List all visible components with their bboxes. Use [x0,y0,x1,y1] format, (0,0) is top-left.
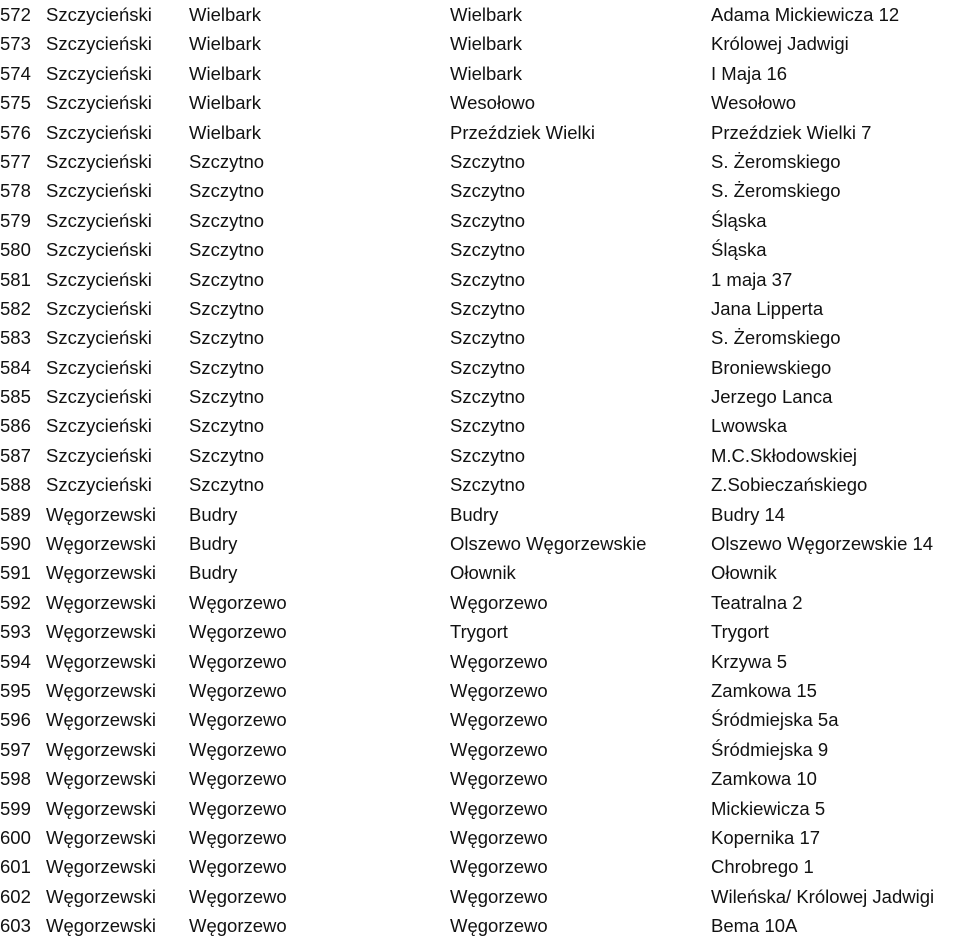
table-row [0,441,960,470]
table-row [0,558,960,587]
table-row [0,235,960,264]
row-number-cell: 572 [0,4,31,25]
address-cell: Śródmiejska 9 [711,738,829,760]
municipality-cell: Szczytno [189,297,265,319]
county-cell: Węgorzewski [46,856,156,878]
table-row [0,764,960,793]
table-row [0,353,960,382]
address-cell: Lwowska [711,415,788,437]
address-cell: Zamkowa 10 [711,768,817,790]
table-row [0,647,960,676]
row-number-cell: 586 [0,415,31,437]
locality-cell: Szczytno [450,268,526,290]
table-row [0,852,960,881]
county-cell: Szczycieński [46,268,152,290]
locality-cell: Wielbark [450,4,522,25]
locality-cell: Ołownik [450,562,516,584]
address-cell: Wileńska/ Królowej Jadwigi [711,885,935,907]
table-row [0,676,960,705]
county-cell: Węgorzewski [46,768,156,790]
locality-cell: Szczytno [450,327,526,349]
address-cell: I Maja 16 [711,62,788,84]
county-cell: Węgorzewski [46,826,156,848]
row-number-cell: 590 [0,533,31,555]
row-number-cell: 591 [0,562,31,584]
row-number-cell: 576 [0,121,31,143]
locality-cell: Szczytno [450,209,526,231]
address-cell: Śródmiejska 5a [711,709,839,731]
locality-cell: Szczytno [450,444,526,466]
county-cell: Węgorzewski [46,738,156,760]
address-cell: Mickiewicza 5 [711,797,826,819]
table-row [0,176,960,205]
county-cell: Szczycieński [46,62,152,84]
municipality-cell: Szczytno [189,180,265,202]
county-cell: Szczycieński [46,209,152,231]
table-row [0,382,960,411]
municipality-cell: Węgorzewo [189,621,287,643]
row-number-cell: 577 [0,150,31,172]
address-cell: Krzywa 5 [711,650,788,672]
municipality-cell: Szczytno [189,386,265,408]
address-cell: Trygort [711,621,769,643]
locality-cell: Szczytno [450,150,526,172]
table-row [0,88,960,117]
row-number-cell: 584 [0,356,31,378]
locality-cell: Węgorzewo [450,768,548,790]
county-cell: Szczycieński [46,444,152,466]
address-cell: Budry 14 [711,503,786,525]
row-number-cell: 581 [0,268,31,290]
table-row [0,323,960,352]
row-number-cell: 573 [0,33,31,55]
row-number-cell: 593 [0,621,31,643]
municipality-cell: Węgorzewo [189,591,287,613]
locality-cell: Węgorzewo [450,738,548,760]
address-cell: Kopernika 17 [711,826,821,848]
county-cell: Węgorzewski [46,503,156,525]
municipality-cell: Budry [189,503,238,525]
row-number-cell: 599 [0,797,31,819]
county-cell: Szczycieński [46,415,152,437]
municipality-cell: Szczytno [189,150,265,172]
municipality-cell: Budry [189,533,238,555]
table-row [0,29,960,58]
row-number-cell: 601 [0,856,31,878]
address-cell: Adama Mickiewicza 12 [711,4,900,25]
locality-cell: Węgorzewo [450,826,548,848]
row-number-cell: 582 [0,297,31,319]
county-cell: Szczycieński [46,386,152,408]
row-number-cell: 585 [0,386,31,408]
table-row [0,882,960,911]
row-number-cell: 575 [0,92,31,114]
address-cell: S. Żeromskiego [711,327,841,349]
locality-cell: Węgorzewo [450,679,548,701]
locality-cell: Wielbark [450,62,522,84]
address-cell: Olszewo Węgorzewskie 14 [711,533,934,555]
address-cell: Z.Sobieczańskiego [711,474,868,496]
row-number-cell: 596 [0,709,31,731]
municipality-cell: Węgorzewo [189,768,287,790]
address-cell: S. Żeromskiego [711,150,841,172]
municipality-cell: Węgorzewo [189,915,287,937]
row-number-cell: 580 [0,239,31,261]
address-cell: Wesołowo [711,92,797,114]
municipality-cell: Wielbark [189,4,261,25]
county-cell: Węgorzewski [46,533,156,555]
locality-cell: Szczytno [450,239,526,261]
table-row [0,294,960,323]
address-cell: Broniewskiego [711,356,832,378]
municipality-cell: Węgorzewo [189,679,287,701]
address-cell: M.C.Skłodowskiej [711,444,857,466]
row-number-cell: 583 [0,327,31,349]
row-number-cell: 602 [0,885,31,907]
municipality-cell: Szczytno [189,444,265,466]
county-cell: Węgorzewski [46,562,156,584]
locality-cell: Szczytno [450,474,526,496]
locality-cell: Węgorzewo [450,856,548,878]
county-cell: Szczycieński [46,239,152,261]
municipality-cell: Węgorzewo [189,885,287,907]
county-cell: Szczycieński [46,356,152,378]
address-cell: Bema 10A [711,915,798,937]
address-cell: Przeździek Wielki 7 [711,121,872,143]
county-cell: Szczycieński [46,4,152,25]
row-number-cell: 598 [0,768,31,790]
locality-cell: Węgorzewo [450,591,548,613]
address-cell: Królowej Jadwigi [711,33,849,55]
municipality-cell: Wielbark [189,121,261,143]
address-cell: Jana Lipperta [711,297,824,319]
row-number-cell: 597 [0,738,31,760]
county-cell: Szczycieński [46,33,152,55]
municipality-cell: Szczytno [189,474,265,496]
locality-cell: Węgorzewo [450,797,548,819]
county-cell: Węgorzewski [46,915,156,937]
table-row [0,265,960,294]
municipality-cell: Węgorzewo [189,826,287,848]
locality-cell: Olszewo Węgorzewskie [450,533,647,555]
row-number-cell: 595 [0,679,31,701]
address-cell: Ołownik [711,562,777,584]
municipality-cell: Szczytno [189,327,265,349]
locality-cell: Szczytno [450,415,526,437]
municipality-cell: Szczytno [189,415,265,437]
address-cell: Chrobrego 1 [711,856,814,878]
table-row [0,206,960,235]
table-row [0,0,960,29]
locality-cell: Szczytno [450,386,526,408]
table-row [0,147,960,176]
table-row [0,588,960,617]
row-number-cell: 592 [0,591,31,613]
locality-cell: Węgorzewo [450,650,548,672]
county-cell: Węgorzewski [46,621,156,643]
row-number-cell: 579 [0,209,31,231]
county-cell: Szczycieński [46,180,152,202]
municipality-cell: Szczytno [189,209,265,231]
county-cell: Szczycieński [46,150,152,172]
locality-cell: Przeździek Wielki [450,121,595,143]
table-row [0,411,960,440]
locality-cell: Węgorzewo [450,915,548,937]
locality-cell: Szczytno [450,356,526,378]
county-cell: Węgorzewski [46,709,156,731]
locality-cell: Szczytno [450,297,526,319]
county-cell: Węgorzewski [46,650,156,672]
row-number-cell: 588 [0,474,31,496]
row-number-cell: 589 [0,503,31,525]
county-cell: Węgorzewski [46,885,156,907]
address-cell: S. Żeromskiego [711,180,841,202]
table-row [0,529,960,558]
county-cell: Węgorzewski [46,797,156,819]
locality-cell: Trygort [450,621,508,643]
table-row [0,59,960,88]
county-cell: Szczycieński [46,327,152,349]
locality-cell: Węgorzewo [450,709,548,731]
table-row [0,118,960,147]
municipality-cell: Budry [189,562,238,584]
municipality-cell: Węgorzewo [189,856,287,878]
table-row [0,823,960,852]
municipality-cell: Węgorzewo [189,650,287,672]
table-row [0,794,960,823]
municipality-cell: Węgorzewo [189,709,287,731]
address-cell: Jerzego Lanca [711,386,833,408]
table-row [0,705,960,734]
table-row [0,911,960,940]
address-cell: Teatralna 2 [711,591,803,613]
locality-cell: Wesołowo [450,92,536,114]
locality-cell: Wielbark [450,33,522,55]
municipality-cell: Szczytno [189,239,265,261]
address-cell: Zamkowa 15 [711,679,817,701]
county-cell: Szczycieński [46,297,152,319]
row-number-cell: 574 [0,62,31,84]
municipality-cell: Szczytno [189,356,265,378]
county-cell: Węgorzewski [46,679,156,701]
municipality-cell: Wielbark [189,92,261,114]
county-cell: Szczycieński [46,121,152,143]
row-number-cell: 587 [0,444,31,466]
row-number-cell: 603 [0,915,31,937]
county-cell: Węgorzewski [46,591,156,613]
row-number-cell: 578 [0,180,31,202]
locality-cell: Węgorzewo [450,885,548,907]
address-cell: 1 maja 37 [711,268,793,290]
row-number-cell: 600 [0,826,31,848]
locality-cell: Szczytno [450,180,526,202]
municipality-cell: Wielbark [189,62,261,84]
row-number-cell: 594 [0,650,31,672]
municipality-cell: Szczytno [189,268,265,290]
municipality-cell: Węgorzewo [189,738,287,760]
county-cell: Szczycieński [46,474,152,496]
municipality-cell: Węgorzewo [189,797,287,819]
municipality-cell: Wielbark [189,33,261,55]
table-row [0,735,960,764]
address-cell: Śląska [711,239,767,261]
table-row [0,500,960,529]
address-cell: Śląska [711,209,767,231]
table-row [0,617,960,646]
table-row [0,470,960,499]
county-cell: Szczycieński [46,92,152,114]
locality-cell: Budry [450,503,499,525]
